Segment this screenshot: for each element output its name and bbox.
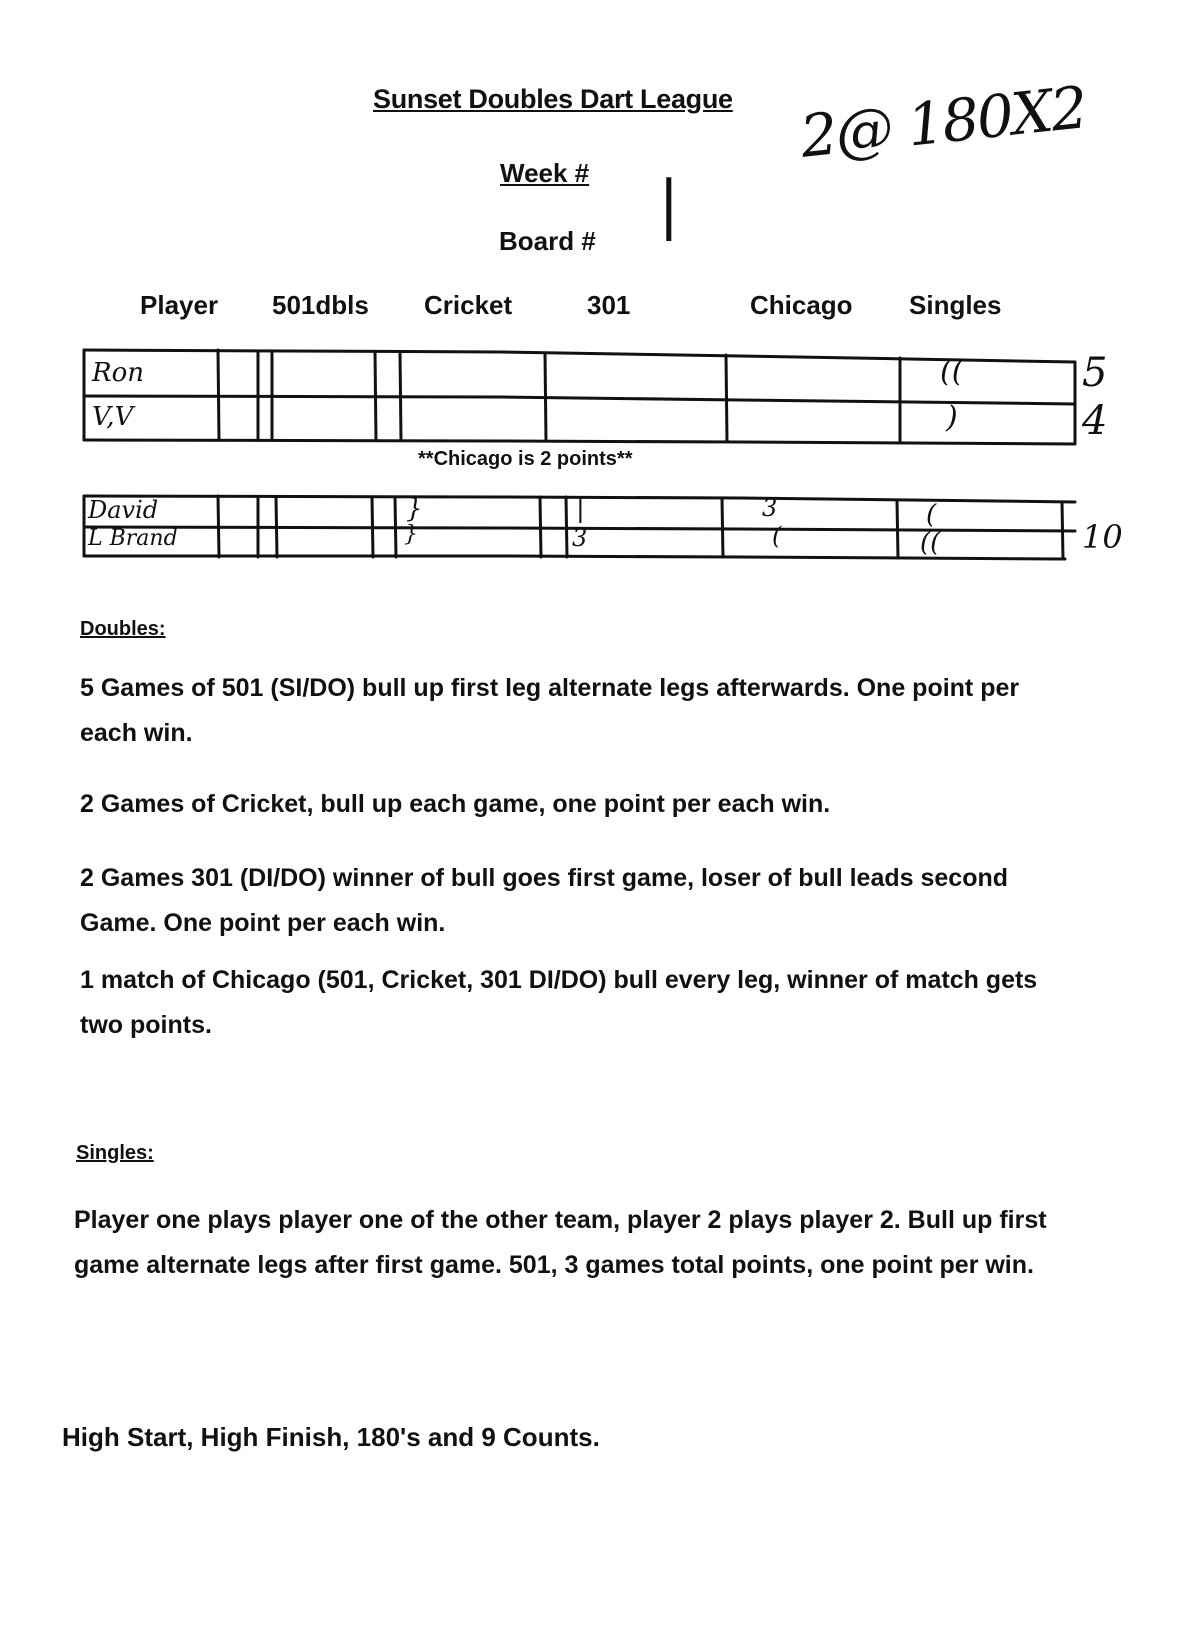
col-singles: Singles <box>909 290 1002 320</box>
team2-singles-mark-2: (( <box>920 528 941 558</box>
footer-counts: High Start, High Finish, 180's and 9 Counts. <box>62 1422 600 1452</box>
week-value: | <box>658 168 680 242</box>
rule-cricket: 2 Games of Cricket, bull up each game, one point per each win. <box>80 790 831 818</box>
week-label: Week # <box>500 158 590 188</box>
handwritten-180-note: 2@ 180X2 <box>797 73 1090 171</box>
team1-singles-marks-1: (( <box>940 354 964 389</box>
col-chicago: Chicago <box>750 290 853 320</box>
team2-301-mark-1: | <box>576 494 585 524</box>
board-label: Board # <box>499 226 596 256</box>
team2-cricket-mark-2: } <box>404 522 418 547</box>
doubles-heading: Doubles: <box>80 618 166 640</box>
team2-301-mark-2: 3 <box>572 524 588 552</box>
rule-301: 2 Games 301 (DI/DO) winner of bull goes first game, loser of bull leads second Game. One point per each win. <box>80 864 1009 937</box>
rule-chicago: 1 match of Chicago (501, Cricket, 301 DI/DO) bull every leg, winner of match gets two points. <box>80 966 1038 1039</box>
singles-heading: Singles: <box>76 1142 154 1164</box>
league-title: Sunset Doubles Dart League <box>373 84 733 114</box>
rule-501: 5 Games of 501 (SI/DO) bull up first leg alternate legs afterwards. One point per each win. <box>80 674 1020 747</box>
team2-cricket-mark-1: } <box>406 494 423 524</box>
col-501dbls: 501dbls <box>272 290 369 320</box>
col-player: Player <box>140 290 219 320</box>
team2-singles-mark-1: ( <box>926 500 937 530</box>
col-301: 301 <box>587 290 631 320</box>
col-cricket: Cricket <box>424 290 513 320</box>
chicago-points-note: **Chicago is 2 points** <box>418 448 633 470</box>
team1-singles-marks-2: ) <box>946 400 958 435</box>
team2-chicago-mark-1: 3 <box>762 494 778 522</box>
player-david: David <box>88 496 159 524</box>
team1-score-2: 4 <box>1082 398 1108 444</box>
team2-chicago-mark-2: ( <box>772 522 782 550</box>
player-ron: Ron <box>92 358 144 388</box>
team1-score-1: 5 <box>1082 350 1108 396</box>
rule-singles: Player one plays player one of the other team, player 2 plays player 2. Bull up first game alternate legs after first game. 501, 3 games total points, one point per win. <box>74 1206 1047 1279</box>
player-vv: V,V <box>92 402 134 432</box>
player-l-brand: L Brand <box>88 526 178 551</box>
team2-score: 10 <box>1082 518 1123 556</box>
